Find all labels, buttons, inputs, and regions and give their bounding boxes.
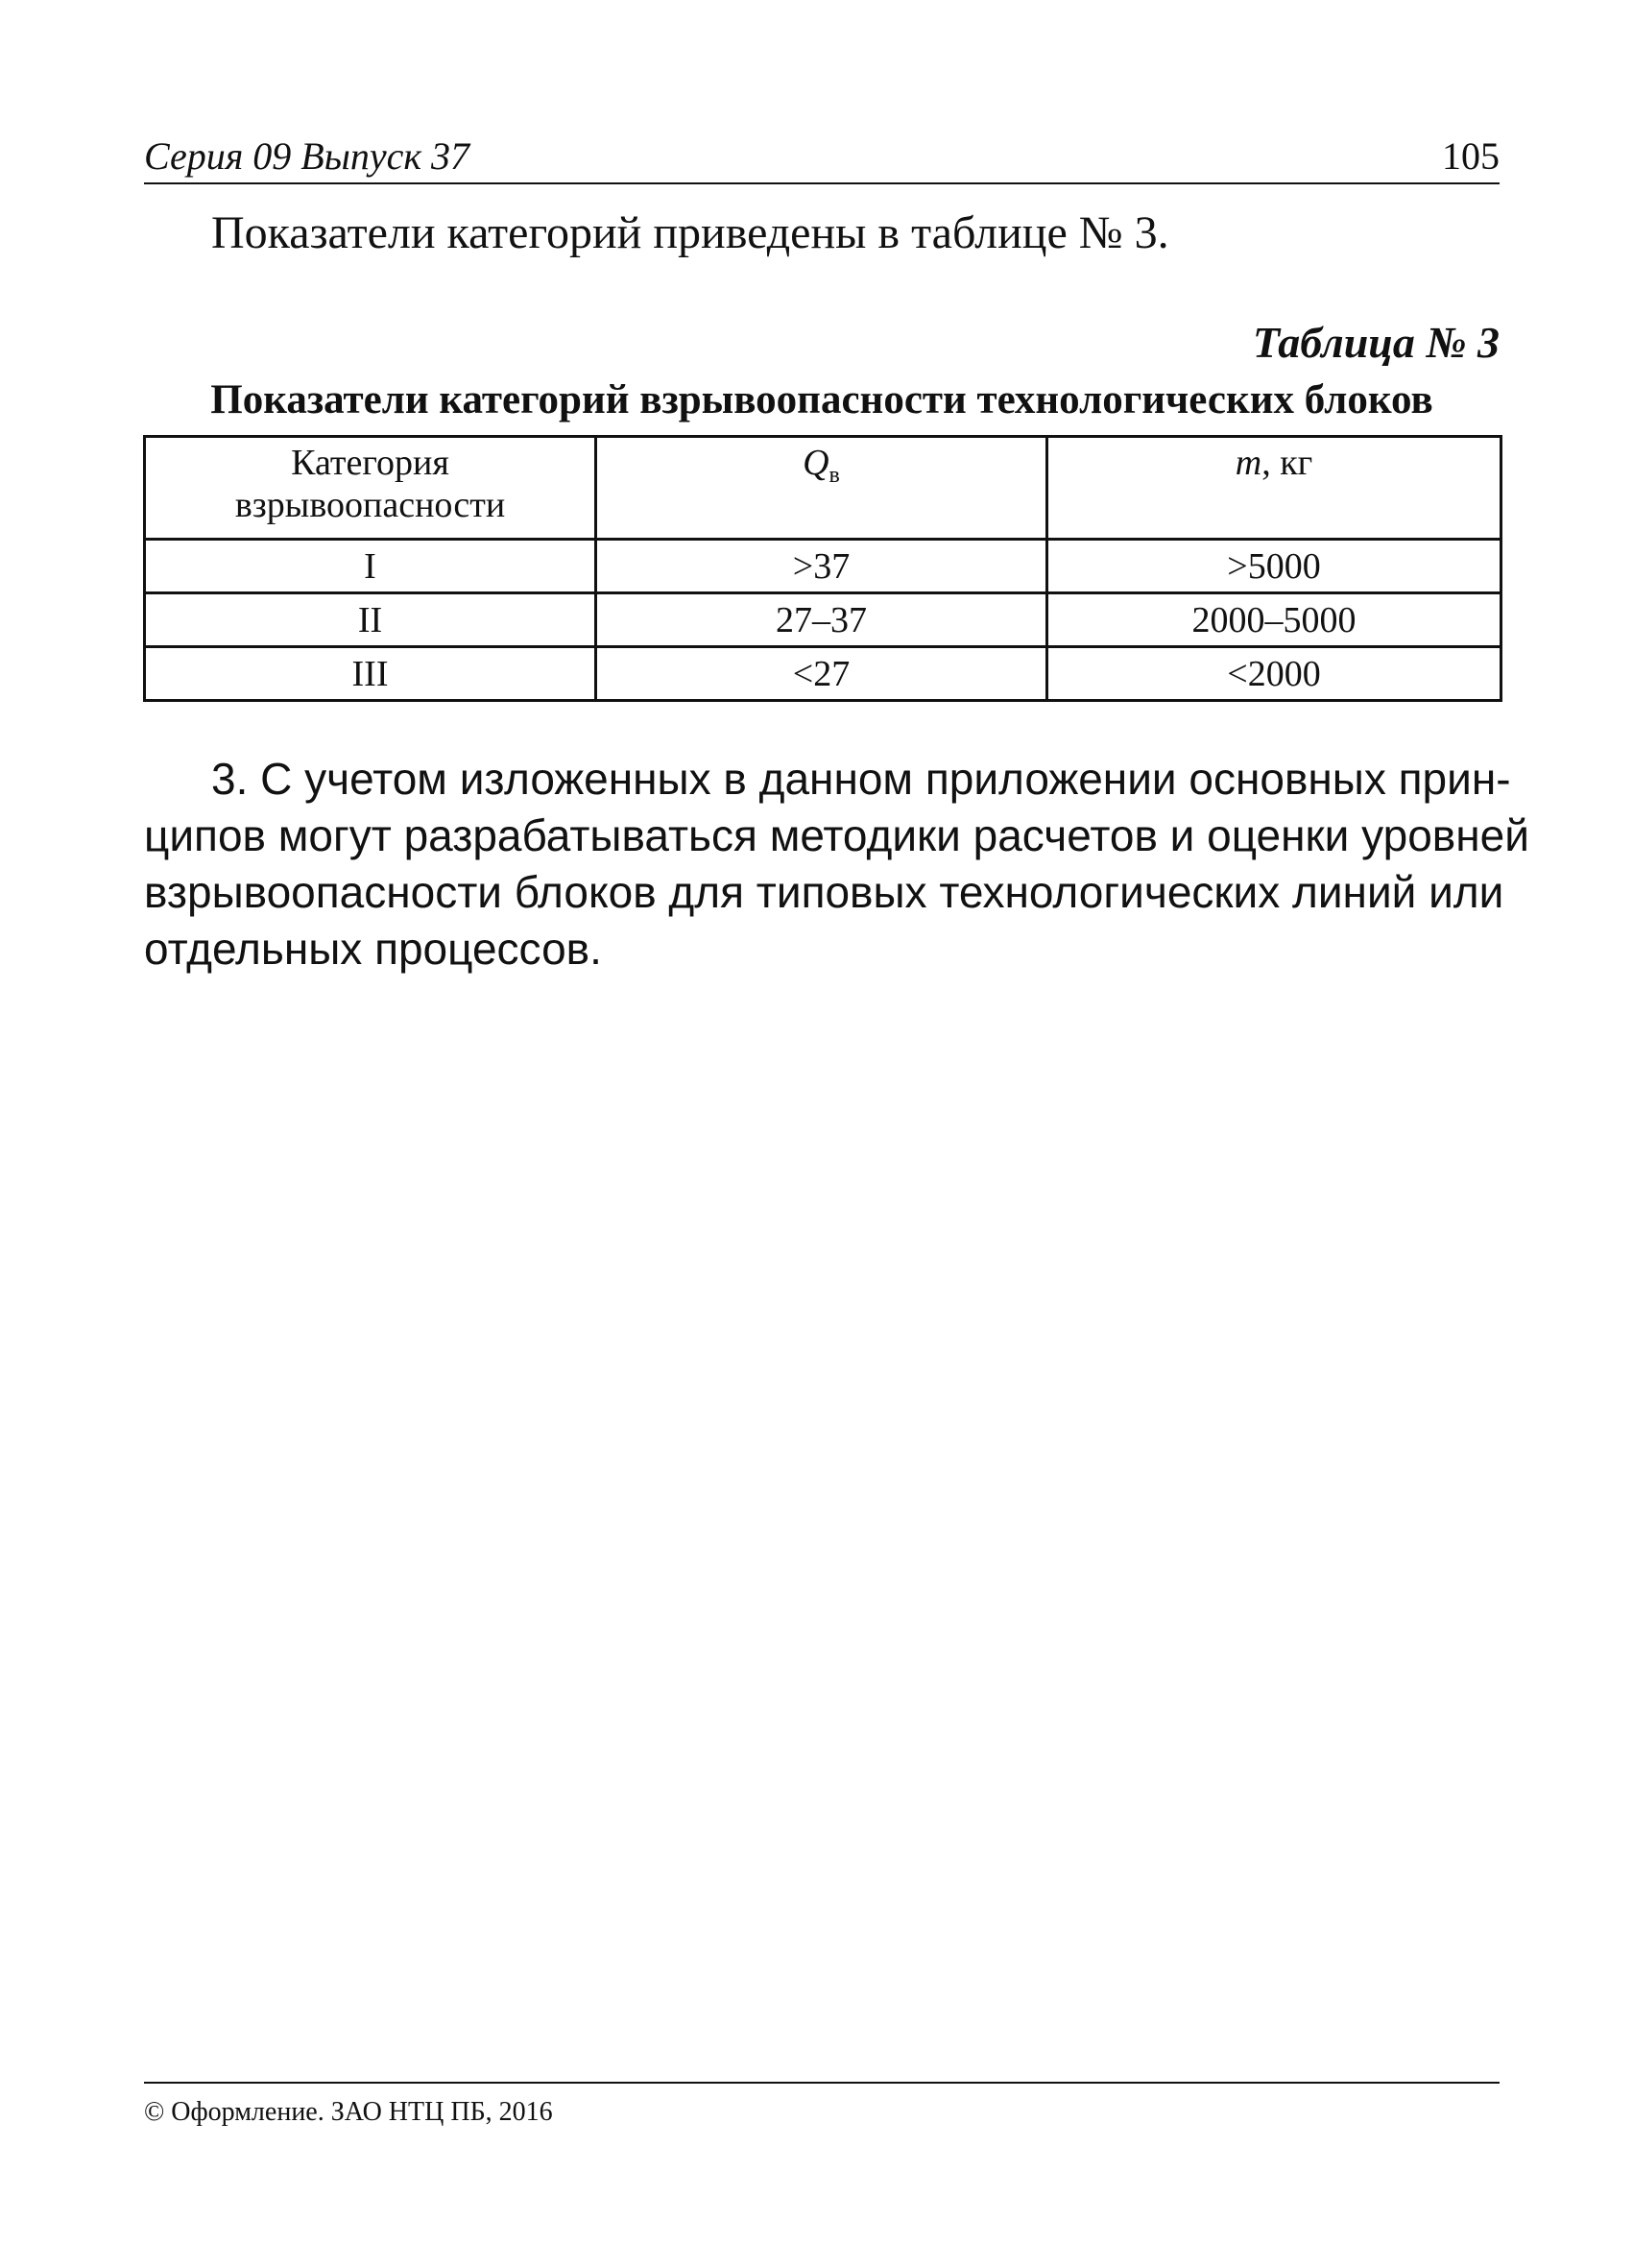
cell-q: >37	[596, 540, 1047, 593]
header-category	[145, 437, 596, 540]
table-label: Таблица № 3	[1252, 318, 1500, 367]
cell-category: III	[145, 647, 596, 701]
series-title: Серия 09 Выпуск 37	[144, 134, 470, 178]
paragraph-line: ципов могут разрабатываться методики расчетов и оценки уровней	[144, 810, 1529, 860]
intro-text: Показатели категорий приведены в таблице № 3.	[211, 207, 1169, 258]
cell-q: <27	[596, 647, 1047, 701]
table-header-row	[145, 437, 1501, 540]
cell-q: 27–37	[596, 593, 1047, 647]
header-q	[596, 437, 1047, 540]
body-paragraph	[144, 751, 1529, 977]
paragraph-line: отдельных процессов.	[144, 924, 602, 974]
categories-table	[143, 435, 1502, 702]
page-number: 105	[1442, 134, 1500, 178]
table-title: Показатели категорий взрывоопасности технологических блоков	[210, 377, 1433, 422]
q-subscript: в	[829, 463, 840, 488]
table-row	[145, 540, 1501, 593]
cell-m: >5000	[1047, 540, 1501, 593]
m-symbol: m	[1235, 443, 1262, 483]
table-row	[145, 593, 1501, 647]
paragraph-line: взрывоопасности блоков для типовых технологических линий или	[144, 867, 1504, 917]
page-footer: © Оформление. ЗАО НТЦ ПБ, 2016	[144, 2082, 1500, 2128]
header-category-line1: Категория	[291, 443, 449, 483]
header-m	[1047, 437, 1501, 540]
cell-category: I	[145, 540, 596, 593]
cell-m: <2000	[1047, 647, 1501, 701]
header-category-line2: взрывоопасности	[234, 485, 506, 525]
table-row	[145, 647, 1501, 701]
page-header	[144, 133, 1500, 184]
q-symbol: Q	[803, 443, 829, 483]
m-unit: , кг	[1261, 443, 1313, 483]
paragraph-line: 3. С учетом изложенных в данном приложении основных прин-	[211, 754, 1511, 804]
cell-m: 2000–5000	[1047, 593, 1501, 647]
cell-category: II	[145, 593, 596, 647]
